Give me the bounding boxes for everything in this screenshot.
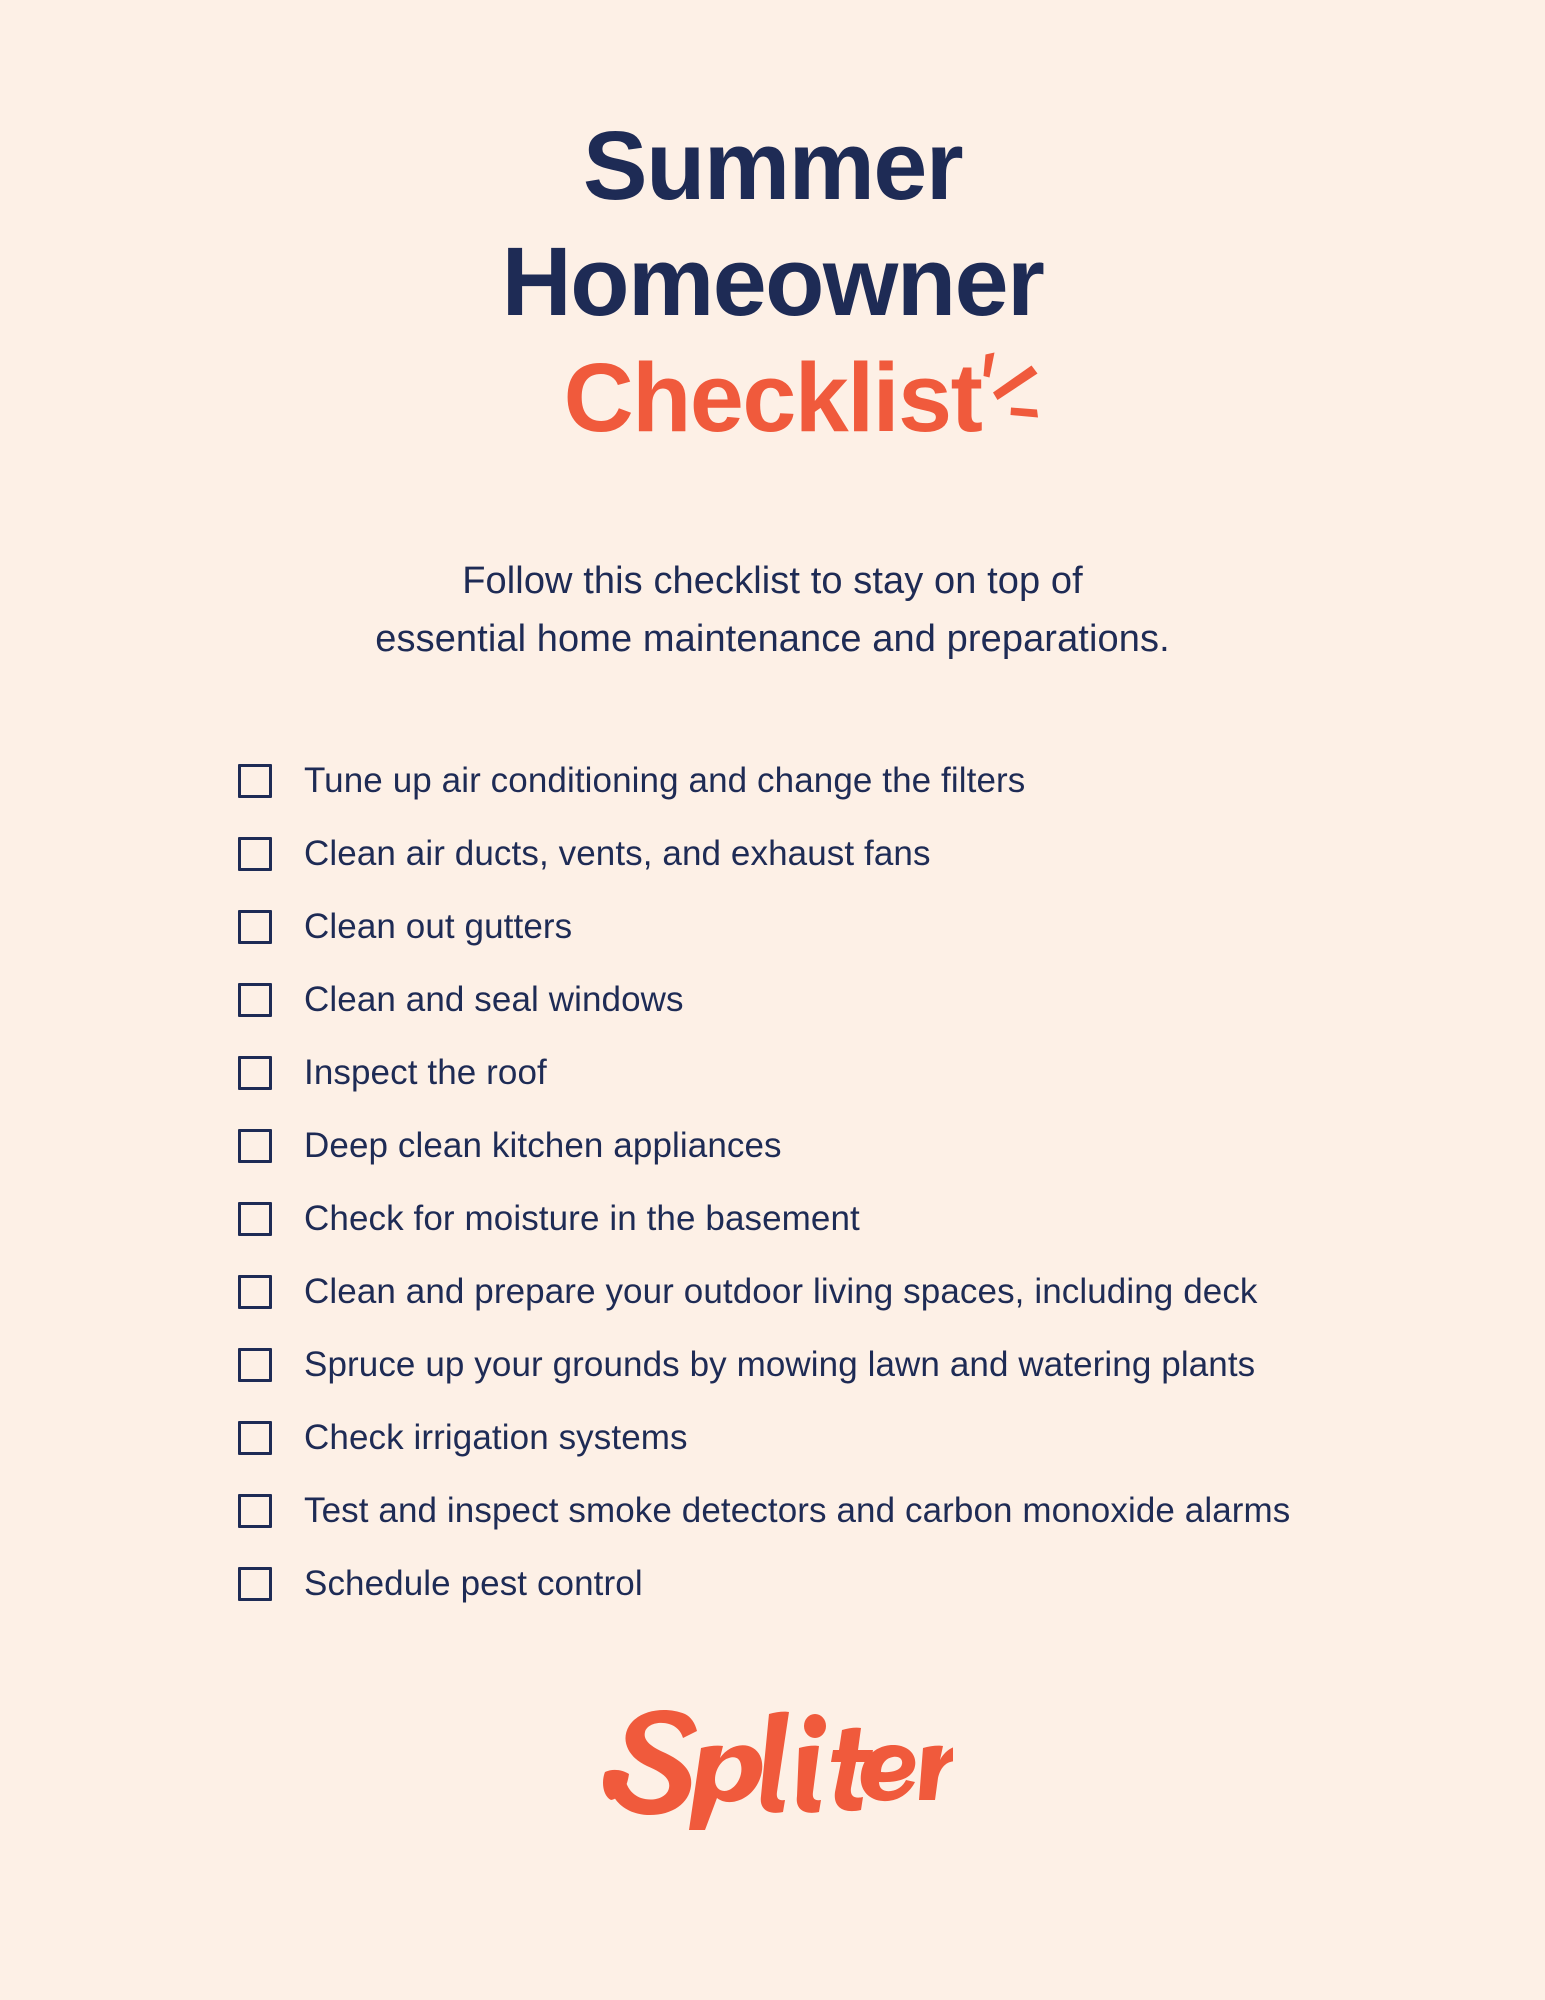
checklist-item-label: Clean air ducts, vents, and exhaust fans [304, 833, 931, 873]
page-header [0, 108, 1545, 456]
checkbox-icon[interactable] [238, 1129, 272, 1163]
checkbox-icon[interactable] [238, 764, 272, 798]
checkbox-icon[interactable] [238, 1494, 272, 1528]
checkbox-icon[interactable] [238, 910, 272, 944]
page-title-line-3 [564, 340, 982, 456]
checkbox-icon[interactable] [238, 1421, 272, 1455]
checklist-item[interactable] [238, 963, 1358, 1036]
checkbox-icon[interactable] [238, 837, 272, 871]
checklist-item[interactable] [238, 817, 1358, 890]
checklist-item-label: Clean out gutters [304, 906, 573, 946]
checkbox-icon[interactable] [238, 1348, 272, 1382]
checklist-item[interactable] [238, 1547, 1358, 1620]
brand-name [953, 1700, 954, 1701]
checklist-item[interactable] [238, 1328, 1358, 1401]
checklist-item-label: Schedule pest control [304, 1563, 643, 1603]
subtitle-line-2: essential home maintenance and preparations. [375, 618, 1170, 660]
checklist-item-label: Check irrigation systems [304, 1417, 688, 1457]
checklist-item[interactable] [238, 890, 1358, 963]
checklist-item-label: Inspect the roof [304, 1052, 547, 1092]
checklist-item[interactable] [238, 1036, 1358, 1109]
checklist-item-label: Spruce up your grounds by mowing lawn and watering plants [304, 1344, 1256, 1384]
checklist-item-label: Deep clean kitchen appliances [304, 1125, 782, 1165]
checklist-item[interactable] [238, 1109, 1358, 1182]
checkbox-icon[interactable] [238, 983, 272, 1017]
page-footer [0, 1700, 1545, 1835]
checklist-item[interactable] [238, 1255, 1358, 1328]
checklist-item-label: Clean and prepare your outdoor living spaces, including deck [304, 1271, 1258, 1311]
checklist-item-label: Clean and seal windows [304, 979, 684, 1019]
checklist-item[interactable] [238, 1182, 1358, 1255]
checklist-item[interactable] [238, 744, 1358, 817]
checklist-item-label: Check for moisture in the basement [304, 1198, 860, 1238]
page-subtitle [0, 552, 1545, 668]
checklist-item[interactable] [238, 1401, 1358, 1474]
checkbox-icon[interactable] [238, 1567, 272, 1601]
page-title-line-2: Homeowner [501, 227, 1044, 336]
checkbox-icon[interactable] [238, 1056, 272, 1090]
checklist-item-label: Test and inspect smoke detectors and carbon monoxide alarms [304, 1490, 1291, 1530]
page-title-line-1: Summer [582, 111, 963, 220]
checkbox-icon[interactable] [238, 1202, 272, 1236]
subtitle-line-1: Follow this checklist to stay on top of [462, 560, 1083, 602]
checklist-item-label: Tune up air conditioning and change the filters [304, 760, 1026, 800]
splitero-logo [593, 1700, 953, 1830]
page-title-accent: Checklist [563, 343, 982, 452]
checklist [238, 744, 1358, 1620]
checkbox-icon[interactable] [238, 1275, 272, 1309]
checklist-item[interactable] [238, 1474, 1358, 1547]
